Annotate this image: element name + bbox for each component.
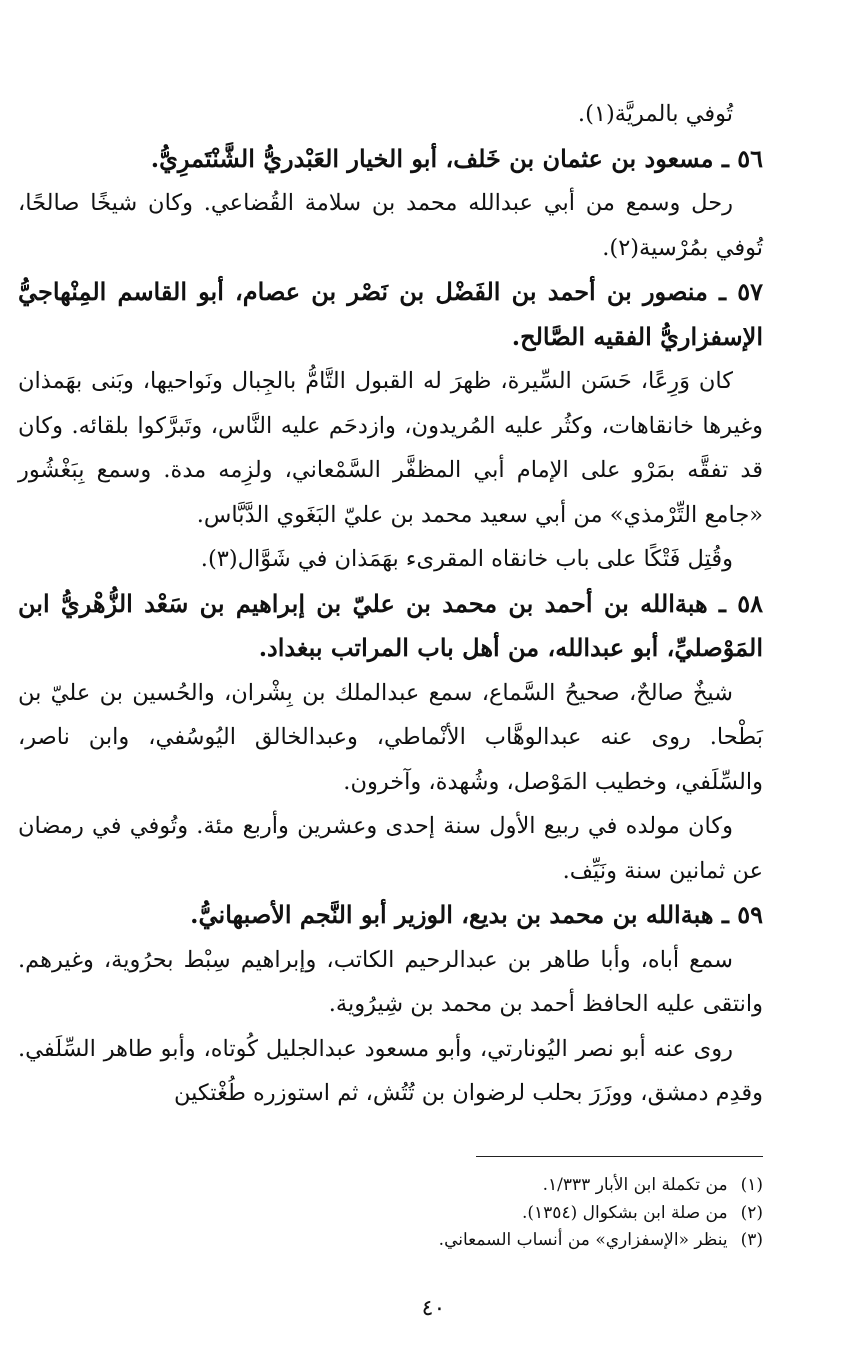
main-text — [18, 92, 763, 1116]
footnote-number: (٢) — [740, 1202, 763, 1223]
entry-58-death: وكان مولده في ربيع الأول سنة إحدى وعشرين وأربع مئة. وتُوفي في رمضان عن ثمانين سنة ونَيِّف. — [18, 813, 763, 884]
footnote-1 — [120, 1172, 763, 1200]
footnote-text: من صلة ابن بشكوال (١٣٥٤). — [522, 1202, 728, 1223]
footnote-3 — [120, 1227, 763, 1255]
page-number: ٤٠ — [421, 1296, 446, 1321]
entry-55-death-note: تُوفي بالمريَّة(١). — [577, 101, 733, 127]
entry-56-body: رحل وسمع من أبي عبدالله محمد بن سلامة القُضاعي. وكان شيخًا صالحًا، تُوفي بمُرْسية(٢). — [18, 190, 763, 261]
entry-59-body-continued: روى عنه أبو نصر اليُونارتي، وأبو مسعود عبدالجليل كُوتاه، وأبو طاهر السِّلَفي. وقدِم دمشق، ووزَرَ بحلب لرضوان بن تُتُش، ثم استوزره طُغْتكين — [18, 1035, 763, 1106]
entry-59-body: سمع أباه، وأبا طاهر بن عبدالرحيم الكاتب، وإبراهيم سِبْط بحرُوية، وغيرهم. وانتقى عليه الحافظ أحمد بن محمد بن شِيرُوية. — [18, 946, 763, 1017]
footnote-number: (١) — [740, 1175, 763, 1195]
footnote-2 — [120, 1200, 763, 1228]
footnote-text: ينظر «الإسفزاري» من أنساب السمعاني. — [438, 1230, 728, 1250]
footnote-text: من تكملة ابن الأبار ١/٣٣٣. — [542, 1175, 728, 1195]
entry-56-heading: ٥٦ ـ مسعود بن عثمان بن خَلف، أبو الخيار العَبْدريُّ الشَّنْتَمرِيُّ. — [150, 143, 763, 173]
entry-57-death: وقُتِل فَتْكًا على باب خانقاه المقرىء بهَمَذان في شَوَّال(٣). — [200, 546, 733, 572]
footnotes — [120, 1172, 763, 1255]
entry-58-body: شيخٌ صالحٌ، صحيحُ السَّماع، سمع عبدالملك بن بِشْران، والحُسين بن عليّ بن بَطْحا. روى عنه عبدالوهَّاب الأنْماطي، وعبدالخالق اليُوسُفي، وابن ناصر، والسِّلَفي، وخطيب المَوْصل، وشُهدة، وآخرون. — [18, 679, 763, 795]
footnote-number: (٣) — [740, 1230, 763, 1250]
entry-57-heading: ٥٧ ـ منصور بن أحمد بن الفَضْل بن نَصْر بن عصام، أبو القاسم المِنْهاجيُّ الإسفزاريُّ الفقيه الصَّالح. — [18, 277, 763, 351]
entry-59-heading: ٥٩ ـ هبةالله بن محمد بن بديع، الوزير أبو النَّجم الأصبهانيُّ. — [190, 900, 763, 929]
footnote-separator — [476, 1156, 763, 1157]
entry-58-heading: ٥٨ ـ هبةالله بن أحمد بن محمد بن عليّ بن إبراهيم بن سَعْد الزُّهْريُّ ابن المَوْصليِّ، أبو عبدالله، من أهل باب المراتب ببغداد. — [18, 588, 763, 662]
entry-57-body: كان وَرِعًا، حَسَن السِّيرة، ظهرَ له القبول التَّامُّ بالجِبال ونَواحيها، وبَنى بهَمذان وغيرها خانقاهات، وكثُر عليه المُريدون، وازدحَم عليه النَّاس، وتَبرَّكوا بلقائه. وكان قد تفقَّه بمَرْو على الإمام أبي المظفَّر السَّمْعاني، ولزِمه مدة. وسمع بِبَغْشُور «جامع التِّرْمذي» من أبي سعيد محمد بن عليّ البَغَوي الدَّبَّاس. — [18, 368, 763, 528]
